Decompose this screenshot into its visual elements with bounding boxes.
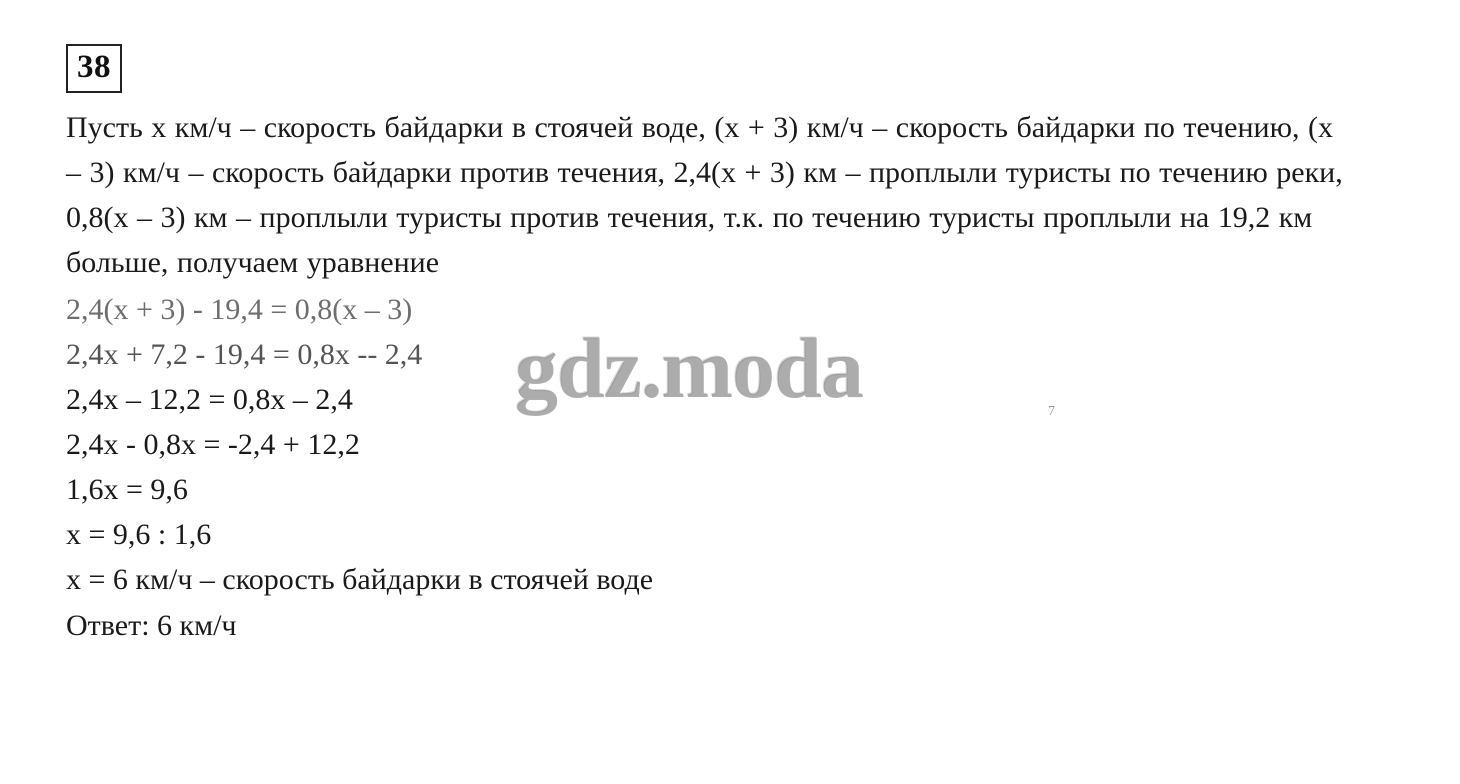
problem-statement-paragraph: Пусть x км/ч – скорость байдарки в стоячей воде, (x + 3) км/ч – скорость байдарки по течению, (x – 3) км/ч – скорость байдарки против течения, 2,4(x + 3) км – проплыли туристы по течению реки, 0,8(x – 3) км – проплыли туристы против течения, т.к. по течению туристы проплыли на 19,2 км больше, получаем уравнение <box>66 111 1343 279</box>
equation-line: 2,4x – 12,2 = 0,8x – 2,4 <box>66 383 353 416</box>
equation-list <box>66 287 1390 602</box>
equation-line: 1,6x = 9,6 <box>66 473 188 506</box>
equation-line: 2,4x - 0,8x = -2,4 + 12,2 <box>66 428 360 461</box>
task-number-badge: 38 <box>66 44 122 93</box>
solution-body <box>66 105 1390 648</box>
equation-line: 2,4x + 7,2 - 19,4 = 0,8x -- 2,4 <box>66 338 423 371</box>
equation-line: 2,4(x + 3) - 19,4 = 0,8(x – 3) <box>66 293 413 326</box>
page-speck: 7 <box>1048 404 1055 419</box>
answer-line: Ответ: 6 км/ч <box>66 609 237 642</box>
watermark-text: gdz.moda <box>515 320 863 416</box>
equation-line: x = 9,6 : 1,6 <box>66 518 212 551</box>
equation-line: x = 6 км/ч – скорость байдарки в стоячей воде <box>66 563 654 596</box>
